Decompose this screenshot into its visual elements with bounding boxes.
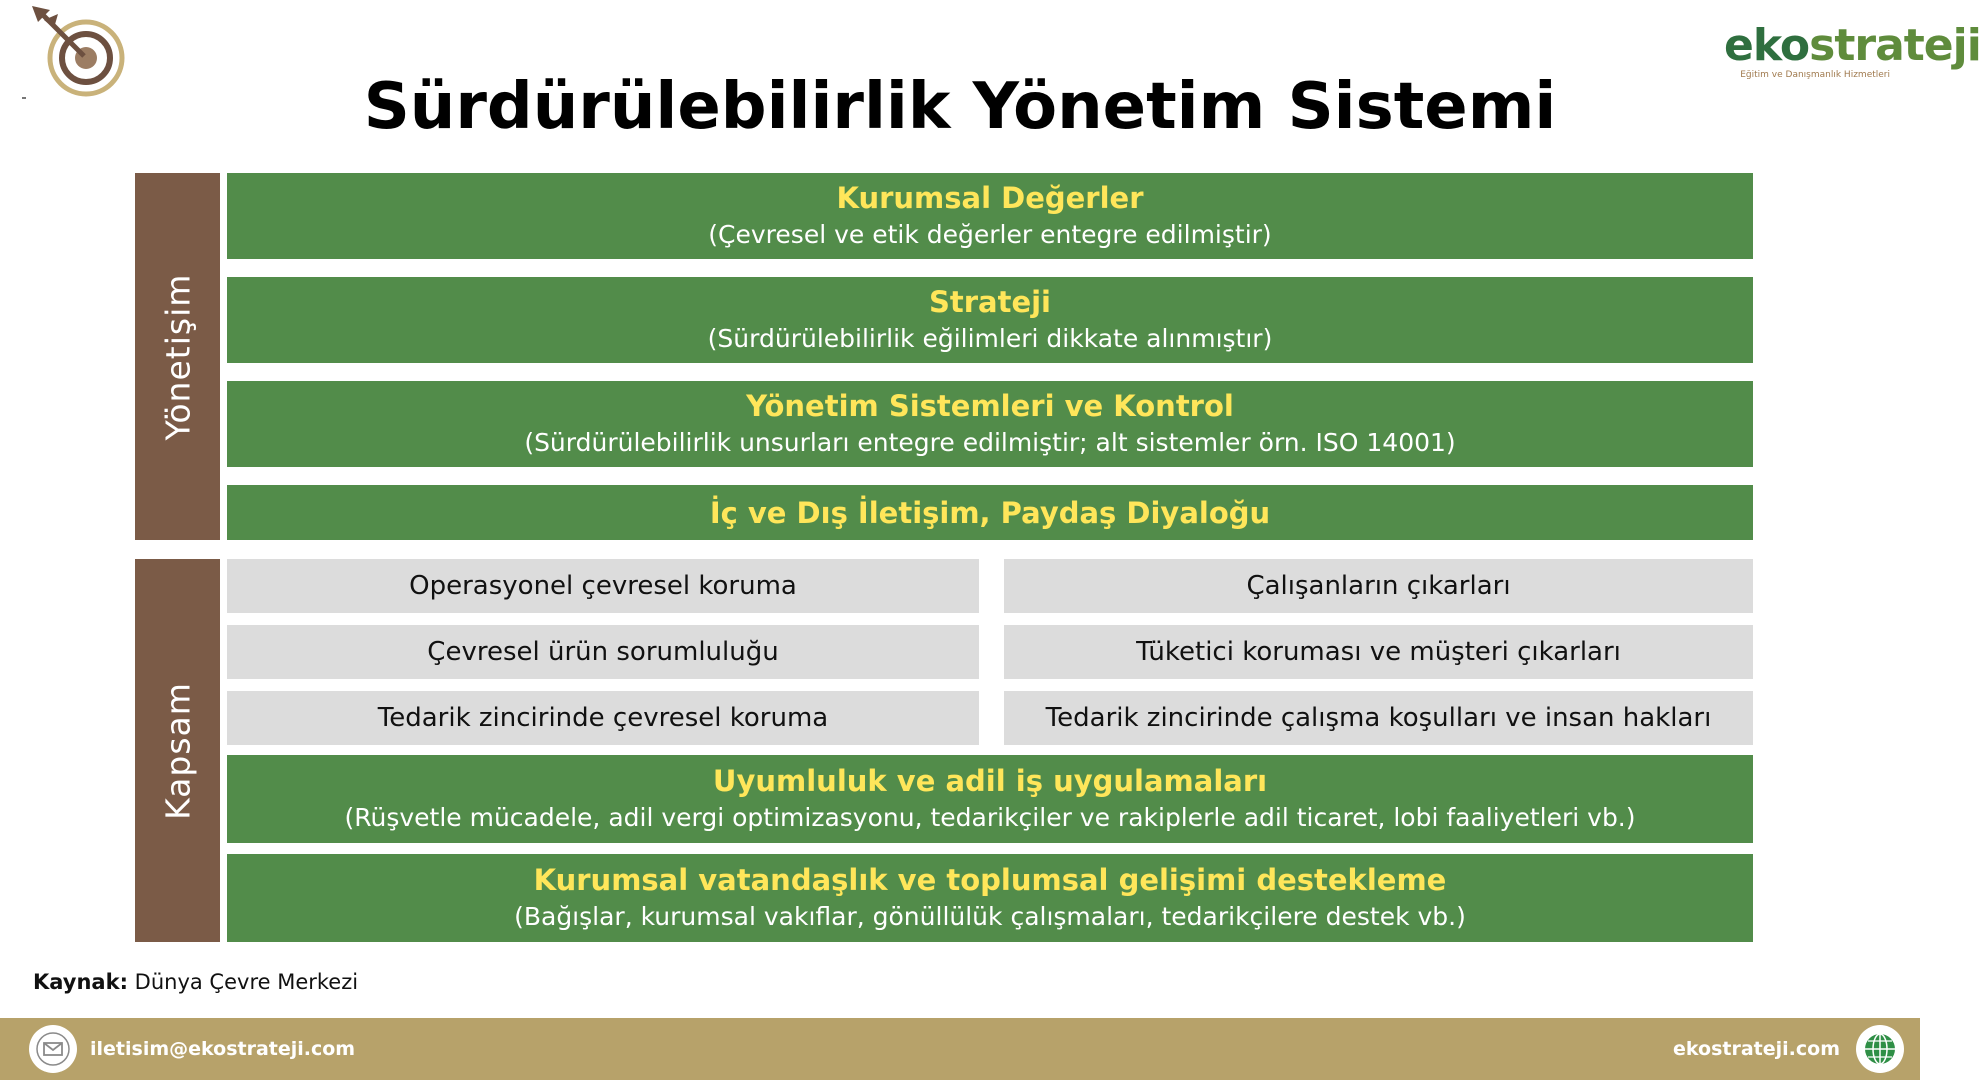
brand-tagline: Eğitim ve Danışmanlık Hizmetleri [1740,70,1890,80]
scope-cell-left: Tedarik zincirinde çevresel koruma [227,691,979,745]
scope-item-subtitle: (Bağışlar, kurumsal vakıflar, gönüllülük çalışmaları, tedarikçilere destek vb.) [514,902,1466,931]
governance-item-strategy [227,277,1753,363]
governance-item-title: İç ve Dış İletişim, Paydaş Diyaloğu [709,495,1271,530]
scope-item-subtitle: (Rüşvetle mücadele, adil vergi optimizasyonu, tedarikçiler ve rakiplerle adil ticaret, lobi faaliyetleri vb.) [344,803,1636,832]
governance-item-subtitle: (Çevresel ve etik değerler entegre edilmiştir) [708,220,1272,249]
governance-item-values [227,173,1753,259]
source-value: Dünya Çevre Merkezi [134,970,359,994]
footer-website-link[interactable]: ekostrateji.com [1673,1038,1840,1060]
scope-cell-right: Tedarik zincirinde çalışma koşulları ve insan hakları [1004,691,1753,745]
source-label: Kaynak: [33,970,128,994]
governance-item-subtitle: (Sürdürülebilirlik eğilimleri dikkate alınmıştır) [707,324,1273,353]
section-governance-label: Yönetişim [158,273,197,440]
scope-cell-left: Çevresel ürün sorumluluğu [227,625,979,679]
footer [0,1018,1920,1080]
governance-item-title: Kurumsal Değerler [836,181,1144,215]
source-note [33,970,358,994]
section-scope [135,559,220,942]
section-governance [135,173,220,540]
scope-item-title: Kurumsal vatandaşlık ve toplumsal gelişimi destekleme [533,863,1447,897]
scope-cell-left: Operasyonel çevresel koruma [227,559,979,613]
scope-item-citizenship [227,854,1753,942]
page-title: Sürdürülebilirlik Yönetim Sistemi [363,70,1557,144]
mail-icon[interactable] [29,1025,77,1073]
governance-item-subtitle: (Sürdürülebilirlik unsurları entegre edilmiştir; alt sistemler örn. ISO 14001) [524,428,1456,457]
footer-email-link[interactable]: iletisim@ekostrateji.com [90,1038,356,1060]
scope-cell-right: Tüketici koruması ve müşteri çıkarları [1004,625,1753,679]
governance-item-communication [227,485,1753,540]
globe-icon[interactable] [1856,1025,1904,1073]
governance-item-title: Strateji [928,285,1052,319]
scope-item-title: Uyumluluk ve adil iş uygulamaları [712,764,1268,798]
scope-item-compliance [227,755,1753,843]
governance-item-title: Yönetim Sistemleri ve Kontrol [746,389,1234,423]
governance-item-management-systems [227,381,1753,467]
section-scope-label: Kapsam [158,681,197,820]
scope-cell-right: Çalışanların çıkarları [1004,559,1753,613]
brand-name: ekostrateji [1724,20,1981,71]
